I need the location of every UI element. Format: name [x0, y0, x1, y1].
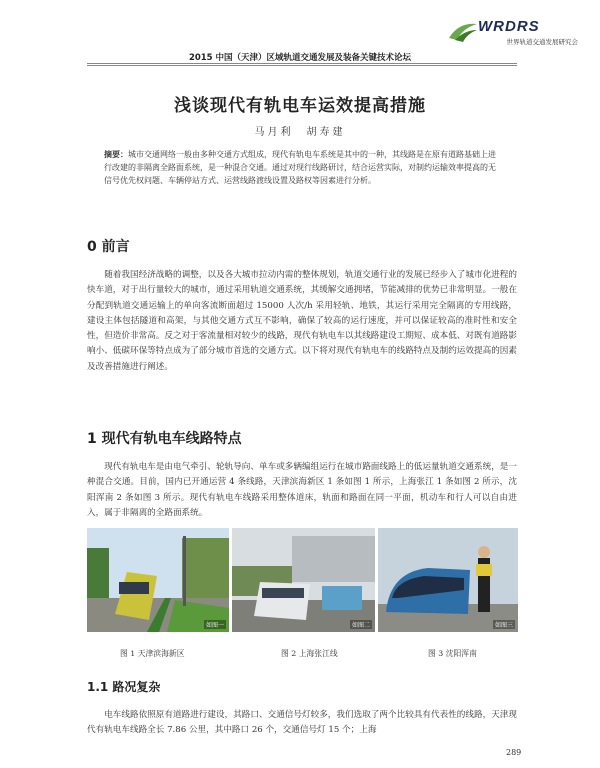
tram-photo-icon: [87, 528, 229, 632]
section-text-1-1: 电车线路依照原有道路进行建设，其路口、交通信号灯较多，我们选取了两个比较具有代表性的线路，天津现代有轨电车线路全长 7.86 公里，其中路口 26 个，交通信号灯 15 个；上海: [87, 710, 517, 736]
figure-1-tag: 如图一: [205, 622, 224, 629]
figure-3-photo: [378, 528, 518, 632]
section-heading-1: 1 现代有轨电车线路特点: [87, 431, 242, 447]
tram-photo-icon: [232, 528, 375, 632]
page-number: 289: [506, 748, 522, 757]
figure-2-photo: [232, 528, 375, 632]
section-heading-1-1: 1.1 路况复杂: [87, 680, 161, 694]
logo-text: WRDRS: [478, 18, 540, 35]
logo-subtitle: 世界轨道交通发展研究会: [506, 39, 578, 46]
tram-photo-icon: [378, 528, 518, 632]
section-text-0: 随着我国经济战略的调整，以及各大城市拉动内需的整体规划，轨道交通行业的发展已经步入了城市化进程的快车道，对于出行量较大的城市，通过采用轨道交通系统，其缓解交通拥堵，节能减排的优势已非常明显。一般在分配到轨道交通运输上的单向客流断面超过 15000 人次/h 采用轻轨、地铁，其运行采用完全隔离的专用线路，建设主体包括隧道和高架，与其他交通方式互不影响，确保了较高的运行速度，并可以保证较高的准时性和安全性，但造价非常高。反之对于客流量相对较少的线路，现代有轨电车以其线路建设工期短、成本低、对既有道路影响小、低碳环保等特点成为了部分城市首选的交通方式。以下将对现代有轨电车的线路特点及制约运效提高的因素及改善措施进行阐述。: [87, 270, 517, 372]
figure-2-tag: 如图二: [351, 622, 370, 629]
conference-header: 2015 中国（天津）区域轨道交通发展及装备关键技术论坛: [188, 53, 412, 63]
abstract-label: 摘要：: [104, 150, 128, 159]
figure-1-caption: 图 1 天津滨海新区: [120, 649, 185, 658]
header-rule-thin: [87, 65, 517, 66]
header-rule: [87, 63, 517, 64]
section-text-1: 现代有轨电车是由电气牵引、轮轨导向、单车或多辆编组运行在城市路面线路上的低运量轨道交通系统，是一种混合交通。目前，国内已开通运营 4 条线路，天津滨海新区 1 条如图 1 所示，上海张江 1 条如图 2 所示，沈阳浑南 2 条如图 3 所示。现代有轨电车线路采用整体道床，轨面和路面在同一平面，机动车和行人可以自由进入，属于非隔离的全路面系统。: [87, 462, 517, 518]
abstract: [104, 148, 496, 188]
paper-authors: 马月利 胡寿建: [254, 127, 346, 138]
section-heading-0: 0 前言: [87, 239, 130, 255]
paper-title: 浅谈现代有轨电车运效提高措施: [174, 96, 426, 116]
figure-1-photo: [87, 528, 229, 632]
figure-3-tag: 如图三: [494, 622, 513, 629]
figure-3-caption: 图 3 沈阳浑南: [428, 649, 477, 658]
abstract-text: 城市交通网络一般由多种交通方式组成，现代有轨电车系统是其中的一种，其线路是在原有道路基础上进行改建的非隔离全路面系统，是一种混合交通。通过对现行线路研讨，结合运营实际，对制约运输效率提高的无信号优先权问题、车辆停站方式、运营线路渡线设置及路权等因素进行分析。: [104, 150, 496, 186]
figure-2-caption: 图 2 上海张江线: [281, 649, 338, 658]
